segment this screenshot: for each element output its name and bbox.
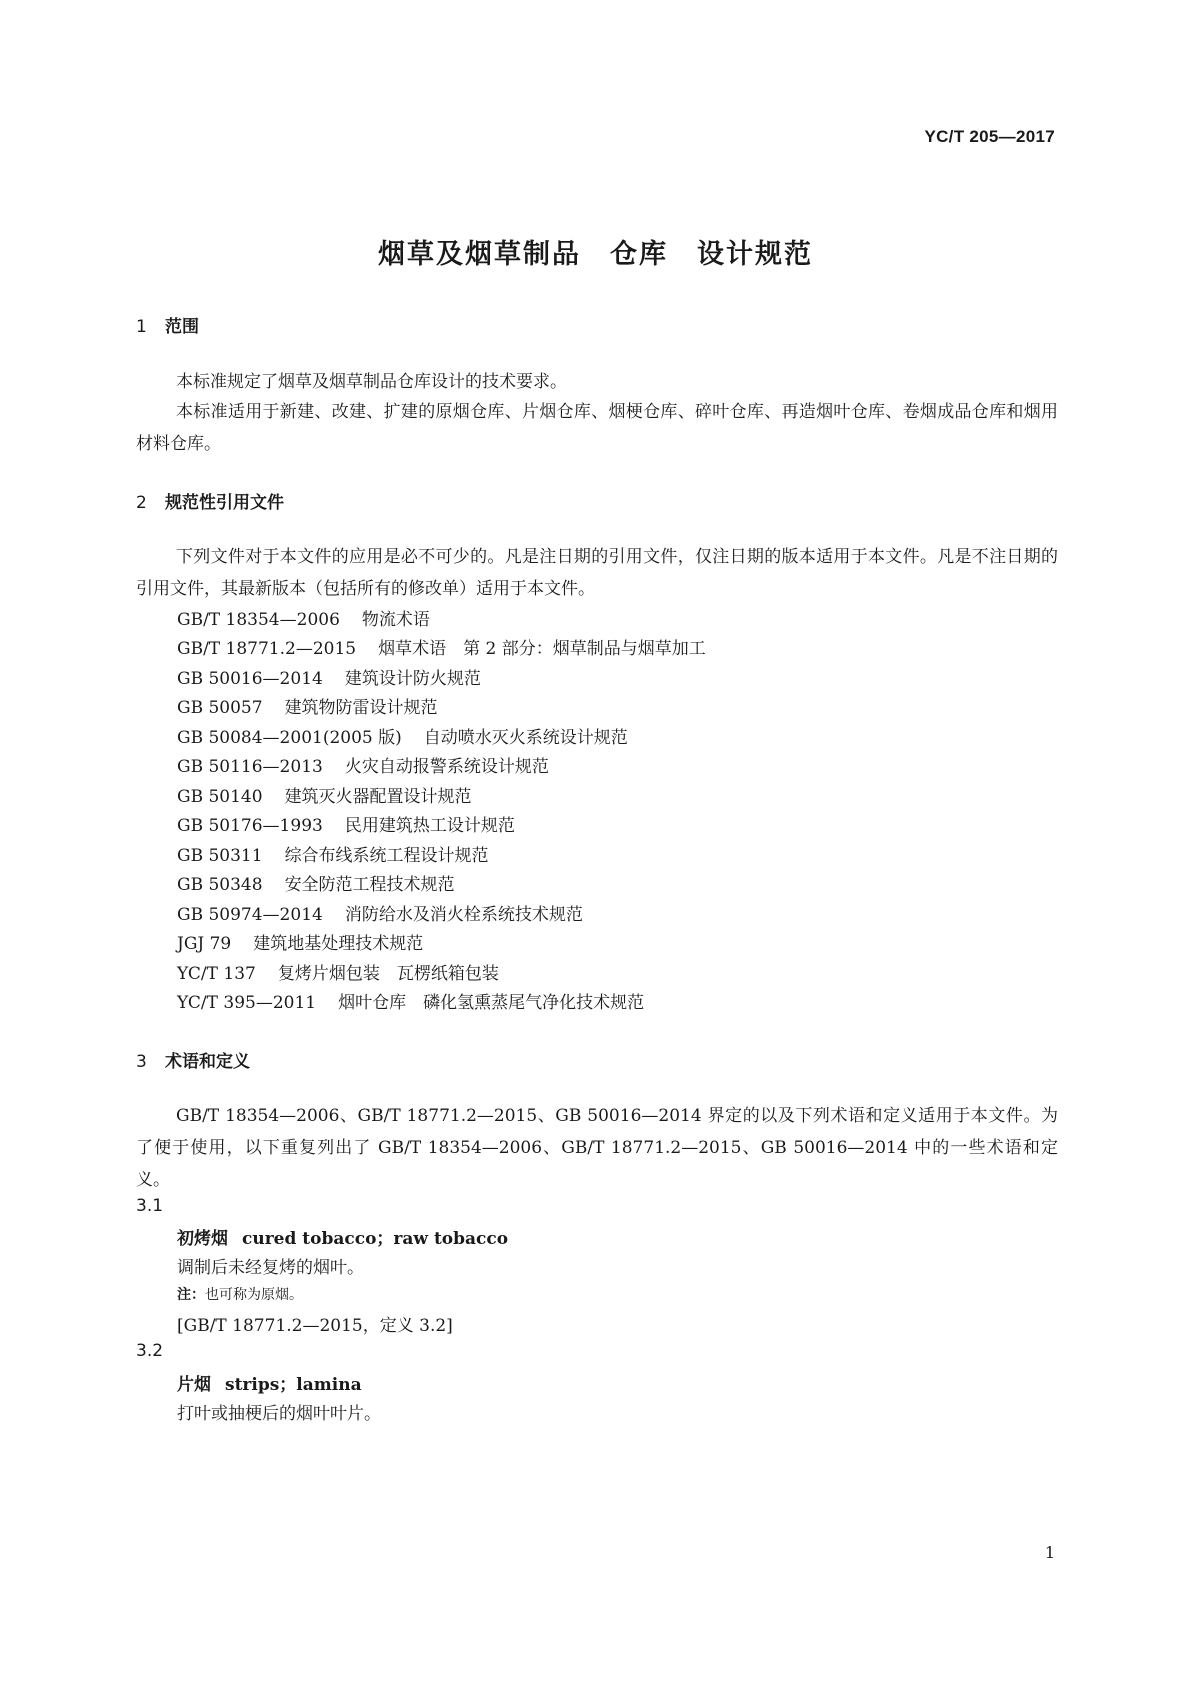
- reference-code: GB 50140: [177, 787, 263, 807]
- reference-title: 建筑灭火器配置设计规范: [284, 787, 472, 807]
- section-title: 术语和定义: [165, 1052, 250, 1072]
- section-number: 1: [136, 317, 147, 337]
- section-title: 范围: [165, 317, 199, 337]
- reference-item: [177, 988, 644, 1013]
- reference-item: [177, 870, 455, 895]
- reference-code: YC/T 137: [177, 964, 256, 984]
- term-definition: 打叶或抽梗后的烟叶叶片。: [177, 1404, 381, 1424]
- section-1-heading: [136, 312, 199, 337]
- reference-title: 自动喷水灭火系统设计规范: [423, 728, 628, 748]
- term-source: [GB/T 18771.2—2015，定义 3.2]: [177, 1316, 453, 1336]
- reference-item: [177, 693, 438, 718]
- reference-title: 民用建筑热工设计规范: [344, 816, 515, 836]
- reference-code: GB 50176—1993: [177, 816, 323, 836]
- term-zh: 片烟: [177, 1375, 211, 1395]
- reference-code: GB/T 18354—2006: [177, 610, 340, 630]
- term-note: [177, 1284, 303, 1304]
- page-number: 1: [1044, 1543, 1055, 1562]
- reference-title: 烟叶仓库 磷化氢熏蒸尾气净化技术规范: [338, 993, 645, 1013]
- reference-title: 建筑设计防火规范: [344, 669, 481, 689]
- reference-title: 建筑地基处理技术规范: [253, 934, 424, 954]
- term-entry: [177, 1370, 362, 1395]
- reference-item: [177, 900, 583, 925]
- reference-item: [177, 929, 423, 954]
- reference-title: 建筑物防雷设计规范: [284, 698, 438, 718]
- reference-item: [177, 605, 430, 630]
- section-2-heading: [136, 488, 284, 513]
- reference-item: [177, 841, 489, 866]
- reference-item: [177, 959, 499, 984]
- section-number: 3: [136, 1052, 147, 1072]
- reference-title: 物流术语: [361, 610, 430, 630]
- reference-title: 火灾自动报警系统设计规范: [344, 757, 549, 777]
- term-number: 3.2: [136, 1341, 164, 1361]
- section-title: 规范性引用文件: [165, 493, 284, 513]
- reference-title: 烟草术语 第 2 部分：烟草制品与烟草加工: [378, 639, 706, 659]
- reference-code: GB/T 18771.2—2015: [177, 639, 357, 659]
- reference-title: 复烤片烟包装 瓦楞纸箱包装: [277, 964, 499, 984]
- paragraph: 下列文件对于本文件的应用是必不可少的。凡是注日期的引用文件，仅注日期的版本适用于本文件。凡是不注日期的引用文件，其最新版本（包括所有的修改单）适用于本文件。: [136, 547, 1058, 599]
- term-en: cured tobacco；raw tobacco: [242, 1229, 509, 1249]
- reference-code: GB 50016—2014: [177, 669, 323, 689]
- term-entry: [177, 1224, 508, 1249]
- note-label: 注：: [177, 1287, 205, 1303]
- section-3-heading: [136, 1047, 250, 1072]
- term-en: strips；lamina: [225, 1375, 362, 1395]
- term-zh: 初烤烟: [177, 1229, 228, 1249]
- reference-item: [177, 634, 706, 659]
- reference-title: 综合布线系统工程设计规范: [284, 846, 489, 866]
- reference-title: 消防给水及消火栓系统技术规范: [344, 905, 583, 925]
- document-title: 烟草及烟草制品 仓库 设计规范: [378, 239, 813, 270]
- paragraph: 本标准适用于新建、改建、扩建的原烟仓库、片烟仓库、烟梗仓库、碎叶仓库、再造烟叶仓库、卷烟成品仓库和烟用材料仓库。: [136, 402, 1058, 454]
- reference-code: GB 50311: [177, 846, 263, 866]
- reference-code: GB 50974—2014: [177, 905, 323, 925]
- reference-item: [177, 723, 628, 748]
- section-number: 2: [136, 493, 147, 513]
- reference-code: YC/T 395—2011: [177, 993, 317, 1013]
- reference-code: GB 50084—2001(2005 版): [177, 728, 402, 748]
- reference-item: [177, 811, 515, 836]
- reference-item: [177, 782, 472, 807]
- term-number: 3.1: [136, 1196, 164, 1216]
- paragraph: 本标准规定了烟草及烟草制品仓库设计的技术要求。: [176, 372, 567, 392]
- reference-item: [177, 752, 549, 777]
- reference-code: JGJ 79: [177, 934, 232, 954]
- reference-code: GB 50057: [177, 698, 263, 718]
- reference-item: [177, 664, 481, 689]
- note-text: 也可称为原烟。: [205, 1287, 303, 1303]
- term-definition: 调制后未经复烤的烟叶。: [177, 1258, 364, 1278]
- reference-code: GB 50116—2013: [177, 757, 323, 777]
- reference-code: GB 50348: [177, 875, 263, 895]
- reference-title: 安全防范工程技术规范: [284, 875, 455, 895]
- paragraph: GB/T 18354—2006、GB/T 18771.2—2015、GB 50016—2014 界定的以及下列术语和定义适用于本文件。为了便于使用，以下重复列出了 GB/T 18354—2006、GB/T 18771.2—2015、GB 50016—2014 中的一些术语和定义。: [136, 1106, 1058, 1190]
- document-code: YC/T 205—2017: [924, 127, 1055, 146]
